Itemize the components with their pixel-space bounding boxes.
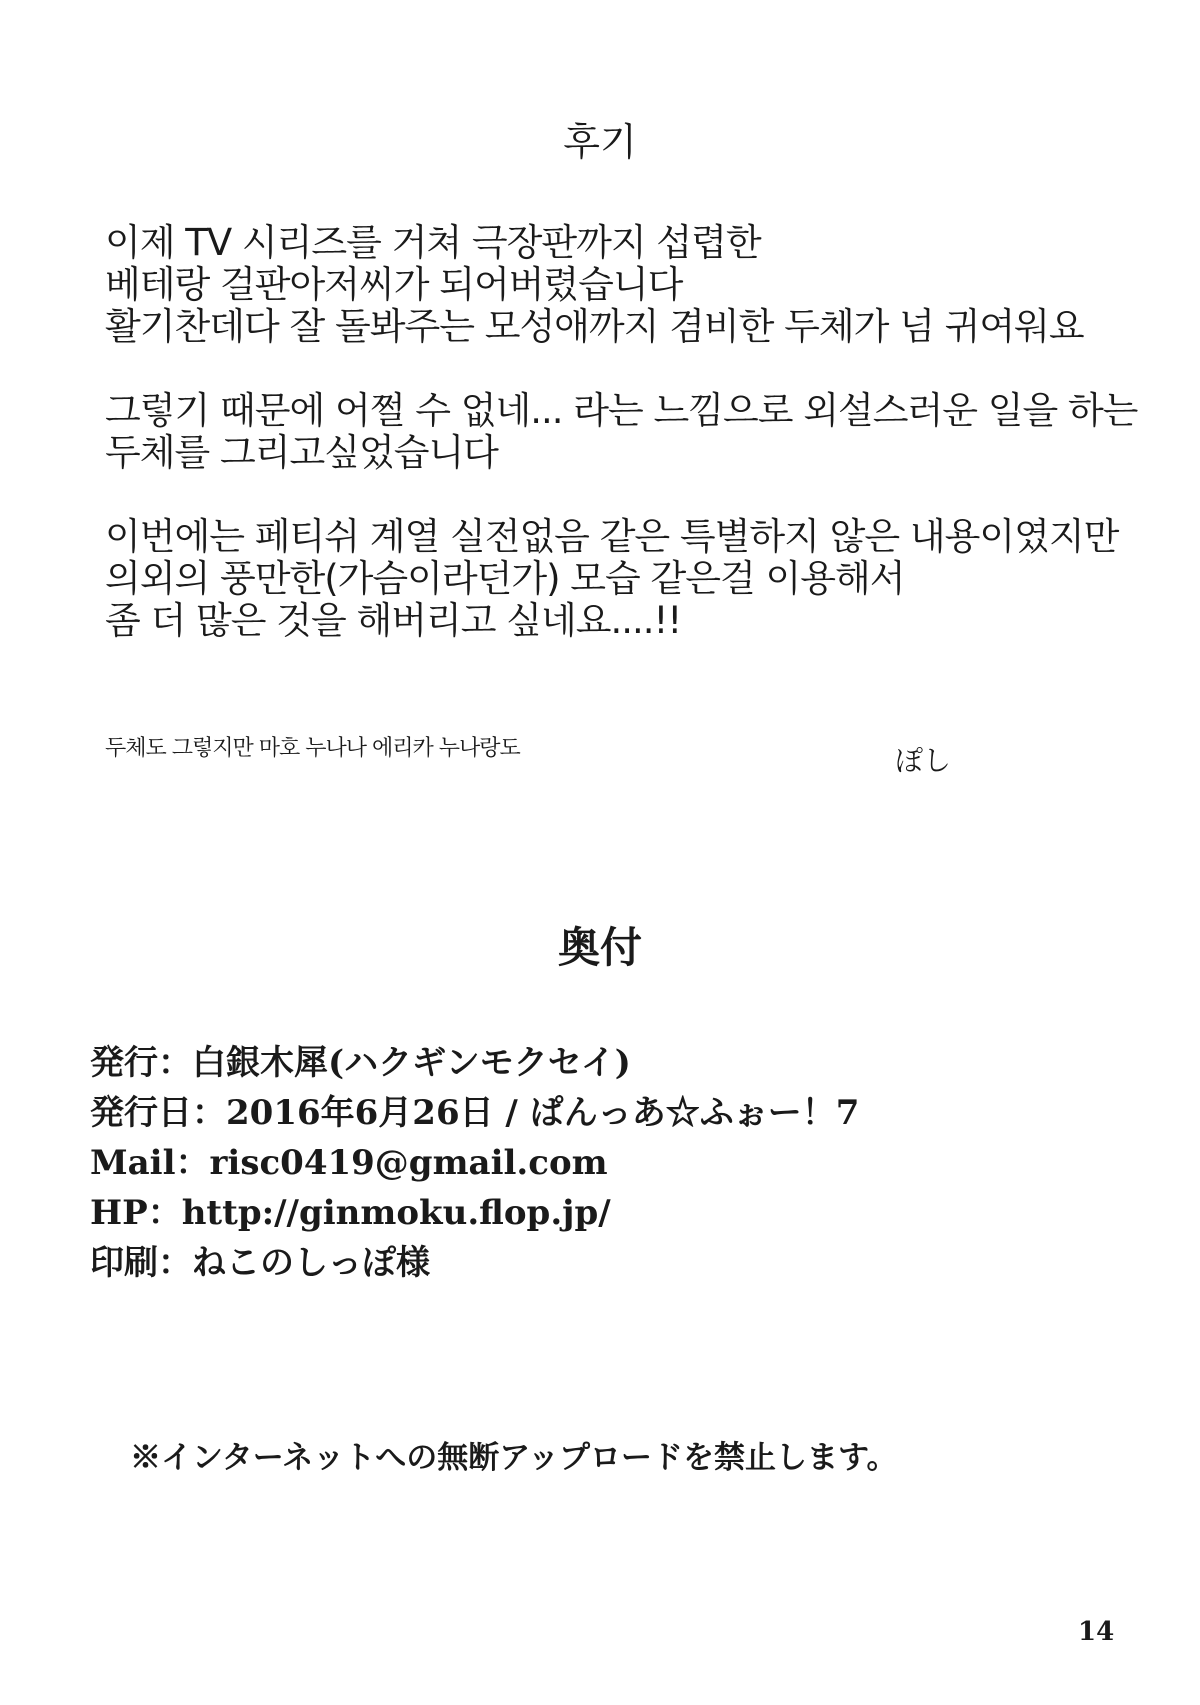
afterword-small-note: 두체도 그렇지만 마호 누나나 에리카 누나랑도 — [105, 736, 520, 761]
colophon-printer: 印刷：ねこのしっぽ様 — [90, 1243, 430, 1283]
colophon-publisher: 発行：白銀木犀(ハクギンモクセイ) — [90, 1043, 631, 1083]
afterword-paragraph-1 — [105, 222, 1165, 348]
afterword-line: 활기찬데다 잘 돌봐주는 모성애까지 겸비한 두체가 넘 귀여워요 — [105, 305, 1084, 348]
author-signature: ぽし — [895, 744, 952, 777]
afterword-title: 후기 — [563, 120, 637, 164]
colophon-block — [90, 1038, 859, 1288]
colophon-homepage: HP：http://ginmoku.flop.jp/ — [90, 1193, 611, 1233]
upload-prohibition-notice: ※インターネットへの無断アップロードを禁止します。 — [130, 1440, 898, 1476]
afterword-body — [105, 222, 1165, 642]
afterword-line: 좀 더 많은 것을 해버리고 싶네요....!! — [105, 599, 682, 642]
afterword-line: 베테랑 걸판아저씨가 되어버렸습니다 — [105, 263, 683, 306]
afterword-paragraph-2 — [105, 390, 1165, 474]
colophon-mail: Mail：risc0419@gmail.com — [90, 1143, 608, 1183]
afterword-line: 그렇기 때문에 어쩔 수 없네... 라는 느낌으로 외설스러운 일을 하는 — [105, 389, 1138, 432]
page-number: 14 — [1078, 1617, 1115, 1647]
afterword-line: 이제 TV 시리즈를 거쳐 극장판까지 섭렵한 — [105, 221, 761, 264]
afterword-line: 이번에는 페티쉬 계열 실전없음 같은 특별하지 않은 내용이였지만 — [105, 515, 1119, 558]
afterword-paragraph-3 — [105, 516, 1165, 642]
colophon-title: 奥付 — [557, 923, 642, 972]
afterword-line: 의외의 풍만한(가슴이라던가) 모습 같은걸 이용해서 — [105, 557, 905, 600]
colophon-date: 発行日：2016年6月26日 / ぱんっあ☆ふぉー！7 — [90, 1093, 860, 1133]
afterword-line: 두체를 그리고싶었습니다 — [105, 431, 498, 474]
